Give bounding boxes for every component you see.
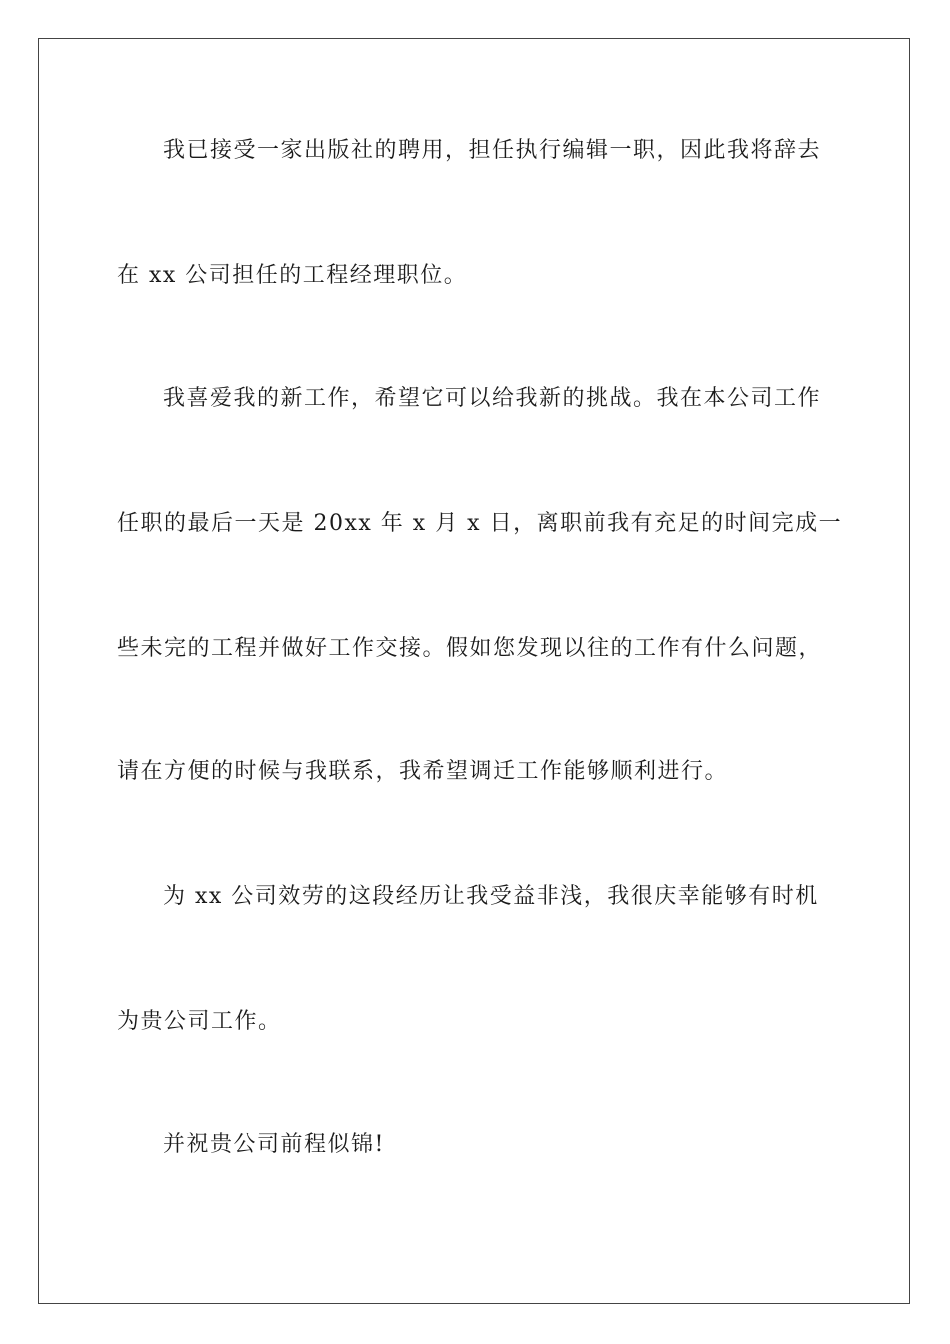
page-border — [38, 38, 910, 1304]
paragraph-2-line-4: 请在方便的时候与我联系，我希望调迁工作能够顺利进行。 — [117, 759, 729, 784]
closing-wish: 并祝贵公司前程似锦! — [163, 1132, 385, 1157]
paragraph-3-line-2: 为贵公司工作。 — [117, 1009, 282, 1034]
paragraph-3-line-1: 为 xx 公司效劳的这段经历让我受益非浅，我很庆幸能够有时机 — [163, 884, 819, 909]
paragraph-1-line-1: 我已接受一家出版社的聘用，担任执行编辑一职，因此我将辞去 — [163, 138, 822, 163]
paragraph-2-line-3: 些未完的工程并做好工作交接。假如您发现以往的工作有什么问题， — [117, 636, 823, 661]
paragraph-2-line-2: 任职的最后一天是 20xx 年 x 月 x 日，离职前我有充足的时间完成一 — [117, 511, 843, 536]
paragraph-2-line-1: 我喜爱我的新工作，希望它可以给我新的挑战。我在本公司工作 — [163, 386, 822, 411]
paragraph-1-line-2: 在 xx 公司担任的工程经理职位。 — [117, 263, 468, 288]
